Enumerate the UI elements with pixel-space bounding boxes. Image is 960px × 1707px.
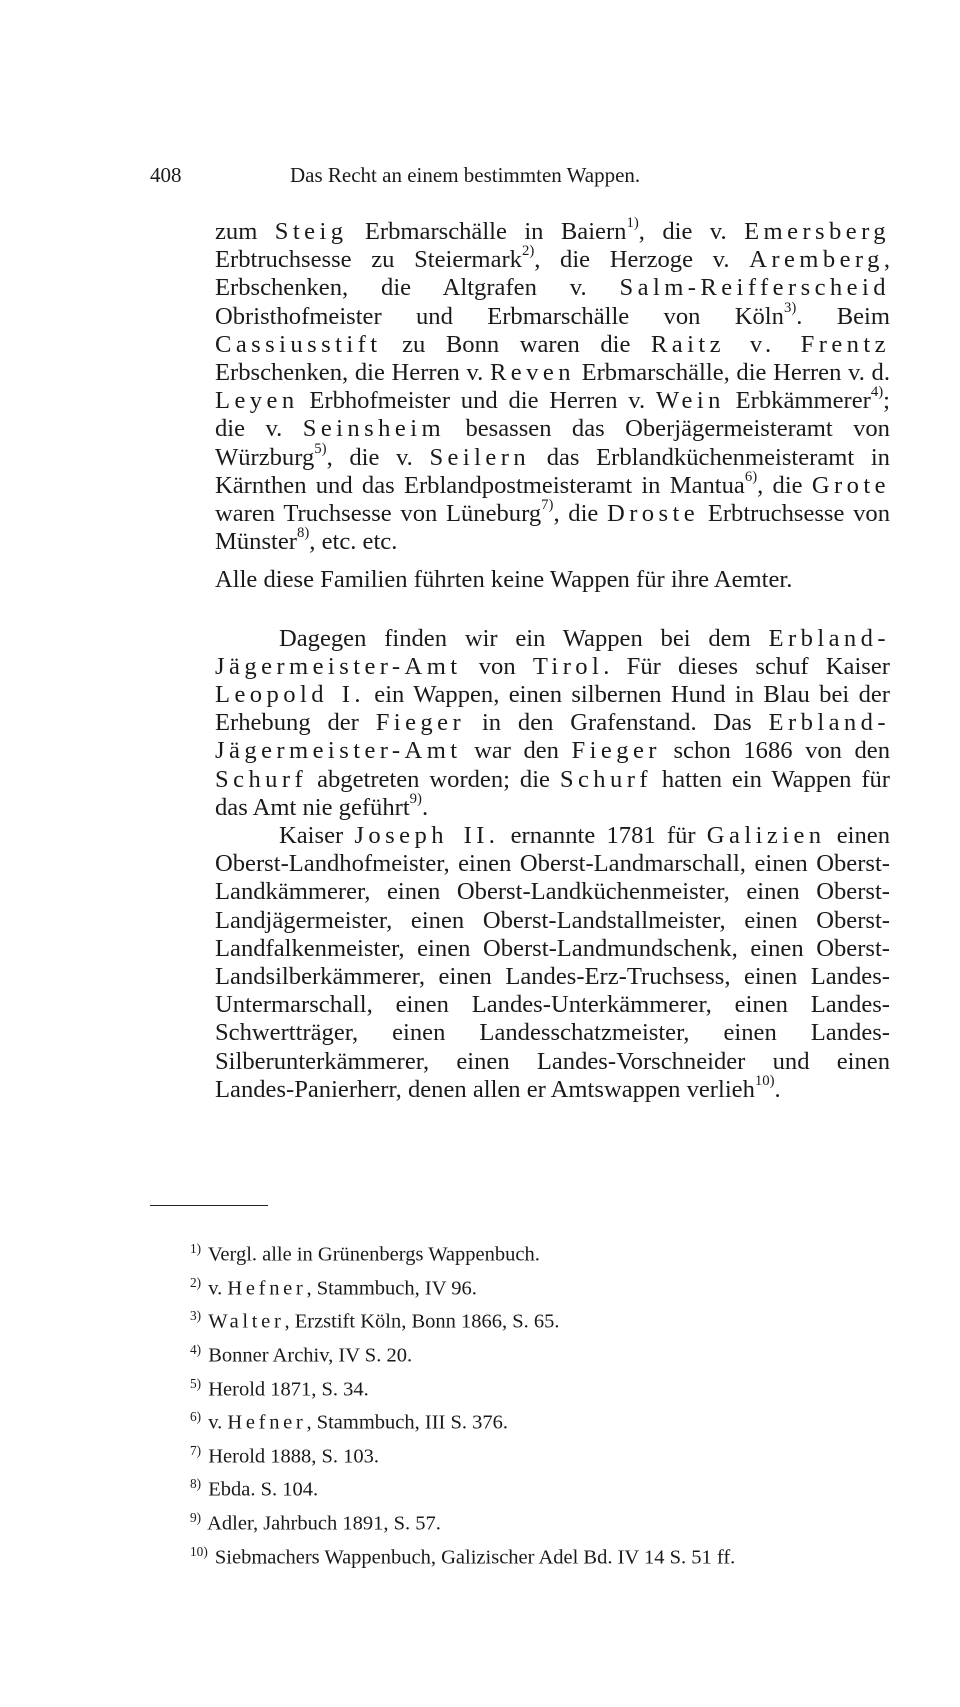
footnote	[150, 1269, 890, 1303]
text: Dagegen finden wir ein Wappen bei dem	[279, 624, 751, 652]
spaced-name: Aremberg	[749, 246, 884, 274]
footnote-text: v.	[208, 1276, 223, 1299]
footnote-mark: 2)	[190, 1274, 202, 1290]
paragraph-3	[215, 625, 890, 822]
footnote-ref[interactable]: 8)	[296, 525, 310, 542]
text: waren Truchsesse von Lüneburg	[215, 500, 542, 528]
text: Erbhofmeister und die Herren v.	[309, 387, 646, 415]
footnote-ref[interactable]: 10)	[754, 1073, 775, 1090]
spaced-name: Droste	[607, 500, 700, 528]
spaced-name: Seinsheim	[302, 415, 446, 443]
footnote-mark: 9)	[190, 1510, 202, 1525]
spaced-name: Wein	[655, 387, 725, 415]
footnote-text: Adler, Jahrbuch 1891, S. 57.	[207, 1512, 441, 1535]
spaced-name: Emersberg	[744, 218, 890, 245]
footnote-author: Hefner	[227, 1411, 307, 1434]
spaced-name: Tirol	[532, 652, 604, 680]
text: , etc. etc.	[309, 528, 398, 556]
text: , die	[757, 471, 803, 499]
text: das Erblandküchenmeisteramt in Kärnthen und das Erblandpostmeisteramt in Mantua	[215, 443, 890, 499]
footnote-text: Ebda. S. 104.	[208, 1478, 319, 1501]
footnote-text: Vergl. alle in Grünenbergs Wappenbuch.	[207, 1243, 540, 1266]
text: Erbmarschälle in Baiern	[364, 218, 627, 245]
footnote-text: Siebmachers Wappenbuch, Galizischer Adel Bd. IV 14 S. 51 ff.	[214, 1545, 736, 1568]
footnote-text: Herold 1888, S. 103.	[208, 1445, 380, 1468]
footnote	[150, 1538, 890, 1572]
text: Erbschenken, die Herren v.	[215, 359, 484, 387]
text: , Erbschenken, die Altgrafen v.	[215, 246, 890, 302]
spaced-name: Seilern	[429, 443, 531, 471]
footnote-mark: 3)	[190, 1308, 202, 1324]
paragraph-2: Alle diese Familien führten keine Wappen für ihre Aemter.	[215, 566, 793, 594]
spaced-name: Erbland-Jägermeister-Amt	[215, 624, 890, 680]
text: . Beim	[796, 302, 890, 330]
footnote-mark: 4)	[190, 1341, 202, 1357]
text: , die v.	[638, 218, 727, 245]
footnote-author: Hefner	[227, 1276, 307, 1299]
footnote	[150, 1504, 890, 1538]
text: hatten ein Wappen für das Amt nie geführt	[215, 765, 890, 821]
spaced-name: Reven	[489, 359, 575, 387]
spaced-name: Fieger	[571, 737, 661, 765]
text: Obristhofmeister und Erbmarschälle von Köln	[215, 302, 784, 330]
text: Kaiser	[279, 822, 344, 850]
footnote-ref[interactable]: 9)	[409, 791, 422, 808]
footnote-mark: 10)	[190, 1543, 208, 1559]
footnote	[150, 1336, 890, 1370]
spaced-name: Schurf	[215, 765, 308, 793]
text: Erbkämmerer	[735, 387, 871, 415]
body-text	[215, 215, 891, 1104]
page-number: 408	[150, 163, 182, 187]
text: schon 1686 von den	[673, 737, 890, 765]
text: zu Bonn waren die	[402, 330, 631, 358]
text: Erbtruchsesse von Münster	[215, 500, 890, 556]
spaced-name: Salm-Reifferscheid	[619, 274, 890, 302]
footnote-mark: 7)	[190, 1442, 202, 1458]
footnote-ref[interactable]: 3)	[783, 299, 797, 316]
spaced-name: Joseph II.	[354, 822, 500, 850]
spaced-name: Grote	[811, 471, 890, 499]
footnote-text: , Stammbuch, IV 96.	[306, 1276, 477, 1299]
footnote-text: Bonner Archiv, IV S. 20.	[208, 1344, 413, 1367]
spaced-name: Raitz v. Frentz	[650, 330, 891, 358]
footnote-ref[interactable]: 5)	[314, 440, 327, 457]
spaced-name: Steig	[274, 218, 348, 245]
text: von	[478, 652, 516, 680]
footnotes	[150, 1235, 890, 1571]
footnote-text: , Stammbuch, III S. 376.	[306, 1411, 509, 1434]
footnote	[150, 1235, 890, 1269]
page-header	[150, 163, 890, 197]
text: .	[421, 793, 429, 821]
spaced-name: Leyen	[215, 387, 299, 415]
footnote-mark: 1)	[190, 1241, 202, 1256]
text: , die	[553, 500, 599, 528]
paragraph-1	[215, 215, 891, 556]
spaced-name: Schurf	[559, 765, 652, 793]
footnote-ref[interactable]: 1)	[626, 215, 639, 232]
text: ein Wappen, einen silbernen Hund in Blau bei der Erhebung der	[215, 681, 890, 737]
footnote-ref[interactable]: 4)	[870, 384, 884, 401]
text: in den Grafenstand. Das	[481, 709, 752, 737]
text: Erbmarschälle, die Herren v. d.	[581, 359, 890, 387]
text: zum	[215, 218, 258, 245]
footnote	[150, 1437, 890, 1471]
text: ; die v.	[215, 387, 890, 443]
text: . Für dieses schuf Kaiser	[603, 652, 890, 680]
footnote-text: Herold 1871, S. 34.	[208, 1377, 369, 1400]
footnote-author: Walter	[208, 1310, 285, 1333]
footnote	[150, 1403, 890, 1437]
footnote-ref[interactable]: 2)	[521, 243, 535, 260]
text: Erbtruchsesse zu Steiermark	[215, 246, 522, 274]
footnote	[150, 1470, 890, 1504]
text: abgetreten worden; die	[317, 765, 550, 793]
text: einen Oberst-Landhofmeister, einen Oberst-Landmarschall, einen Oberst-Landkämmerer, einen Oberst-Landküchenmeister, einen Oberst-Landjägermeister, einen Oberst-Landstallmeister, einen Oberst-Landfalkenmeister, einen Oberst-Landmundschenk, einen Oberst-Landsilberkämmerer, einen Landes-Erz-Truchsess, einen Landes-Untermarschall, einen Landes-Unterkämmerer, einen Landes-Schwertträger, einen Landesschatzmeister, einen Landes-Silberunterkämmerer, einen Landes-Vorschneider und einen Landes-Panierherr, denen allen er Amtswappen verlieh	[215, 822, 890, 1103]
spaced-name: Galizien	[706, 822, 826, 850]
text: war den	[474, 737, 559, 765]
running-title: Das Recht an einem bestimmten Wappen.	[290, 163, 641, 187]
footnote	[150, 1302, 890, 1336]
footnote-mark: 6)	[190, 1409, 202, 1425]
text: besassen das Oberjägermeisteramt von Würzburg	[215, 415, 890, 471]
spaced-name: Erbland-Jägermeister-Amt	[215, 709, 890, 765]
spaced-name: Fieger	[375, 709, 466, 737]
text: ernannte 1781 für	[510, 822, 696, 850]
footnote-ref[interactable]: 7)	[541, 497, 554, 514]
footnote-ref[interactable]: 6)	[744, 469, 758, 486]
text: , die v.	[326, 443, 413, 471]
spaced-name: Cassiusstift	[215, 330, 382, 358]
text: , die Herzoge v.	[534, 246, 730, 274]
paragraph-4	[215, 822, 890, 1104]
footnote-text: v.	[208, 1411, 223, 1434]
footnote	[150, 1370, 890, 1404]
text: .	[774, 1075, 781, 1103]
footnote-rule	[150, 1205, 268, 1206]
footnote-text: , Erzstift Köln, Bonn 1866, S. 65.	[284, 1310, 560, 1333]
footnote-mark: 5)	[190, 1375, 202, 1391]
footnote-mark: 8)	[190, 1476, 202, 1492]
spaced-name: Leopold I.	[215, 681, 365, 709]
